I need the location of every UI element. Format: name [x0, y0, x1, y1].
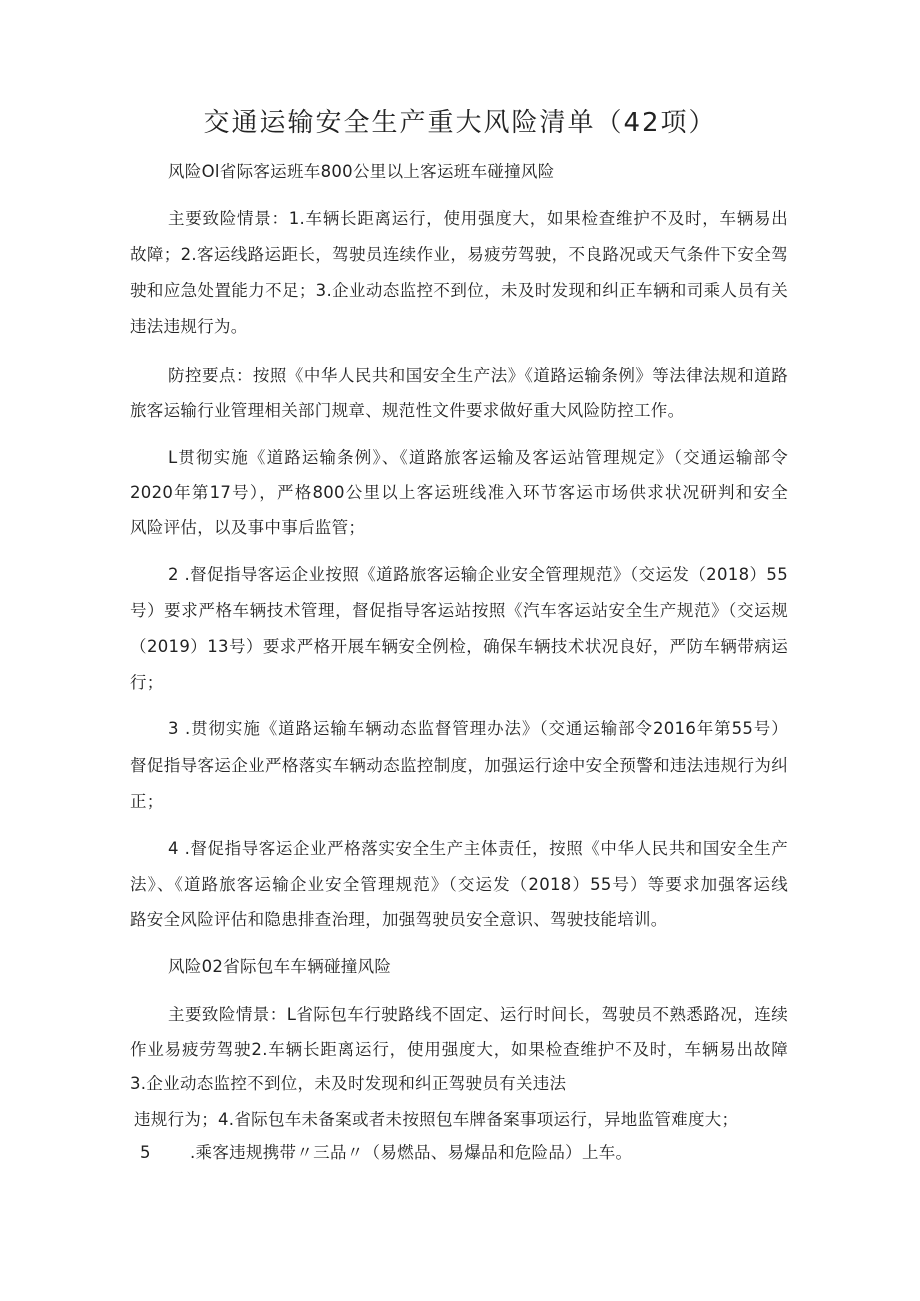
- paragraph-line: 4 .督促指导客运企业严格落实安全生产主体责任，按照《中华人民共和国安全生产: [168, 839, 788, 858]
- paragraph-line: 行；: [130, 673, 164, 692]
- paragraph-line: 违规行为；4.省际包车未备案或者未按照包车牌备案事项运行，异地监管难度大；: [134, 1110, 739, 1129]
- risk-heading-01: 风险Ol省际客运班车800公里以上客运班车碰撞风险: [168, 162, 555, 181]
- list-number: 5: [140, 1143, 151, 1162]
- risk-heading-02: 风险02省际包车车辆碰撞风险: [168, 957, 392, 976]
- paragraph-line: （2019）13号）要求严格开展车辆安全例检，确保车辆技术状况良好，严防车辆带病运: [130, 637, 788, 656]
- paragraph-line: 主要致险情景：L省际包车行驶路线不固定、运行时间长，驾驶员不熟悉路况，连续: [168, 1005, 788, 1024]
- paragraph-line: 旅客运输行业管理相关部门规章、规范性文件要求做好重大风险防控工作。: [130, 401, 685, 420]
- paragraph-line: 驶和应急处置能力不足；3.企业动态监控不到位，未及时发现和纠正车辆和司乘人员有关: [130, 281, 788, 300]
- paragraph-line: 3.企业动态监控不到位，未及时发现和纠正驾驶员有关违法: [130, 1074, 567, 1093]
- paragraph-line: 督促指导客运企业严格落实车辆动态监控制度，加强运行途中安全预警和违法违规行为纠: [130, 756, 788, 775]
- paragraph-line: .乘客违规携带〃三品〃（易燃品、易爆品和危险品）上车。: [190, 1143, 633, 1162]
- paragraph-line: 2020年第17号），严格800公里以上客运班线准入环节客运市场供求状况研判和安全: [130, 483, 788, 502]
- paragraph-line: 3 .贯彻实施《道路运输车辆动态监督管理办法》（交通运输部令2016年第55号）: [168, 719, 788, 738]
- paragraph-line: 主要致险情景：1.车辆长距离运行，使用强度大，如果检查维护不及时，车辆易出: [168, 209, 788, 228]
- paragraph-line: 号）要求严格车辆技术管理，督促指导客运站按照《汽车客运站安全生产规范》（交运规: [130, 601, 788, 620]
- paragraph-line: 2 .督促指导客运企业按照《道路旅客运输企业安全管理规范》（交运发（2018）55: [168, 565, 788, 584]
- paragraph-line: 作业易疲劳驾驶2.车辆长距离运行，使用强度大，如果检查维护不及时，车辆易出故障: [130, 1040, 788, 1059]
- document-title: 交通运输安全生产重大风险清单（42项）: [203, 108, 717, 138]
- paragraph-line: L贯彻实施《道路运输条例》、《道路旅客运输及客运站管理规定》（交通运输部令: [168, 448, 788, 467]
- paragraph-line: 路安全风险评估和隐患排查治理，加强驾驶员安全意识、驾驶技能培训。: [130, 910, 668, 929]
- paragraph-line: 故障；2.客运线路运距长，驾驶员连续作业，易疲劳驾驶，不良路况或天气条件下安全驾: [130, 245, 788, 264]
- paragraph-line: 风险评估，以及事中事后监管；: [130, 518, 366, 537]
- paragraph-line: 正；: [130, 792, 164, 811]
- paragraph-line: 防控要点：按照《中华人民共和国安全生产法》《道路运输条例》等法律法规和道路: [168, 366, 788, 385]
- paragraph-line: 违法违规行为。: [130, 317, 248, 336]
- paragraph-line: 法》、《道路旅客运输企业安全管理规范》（交运发（2018）55号）等要求加强客运线: [130, 875, 788, 894]
